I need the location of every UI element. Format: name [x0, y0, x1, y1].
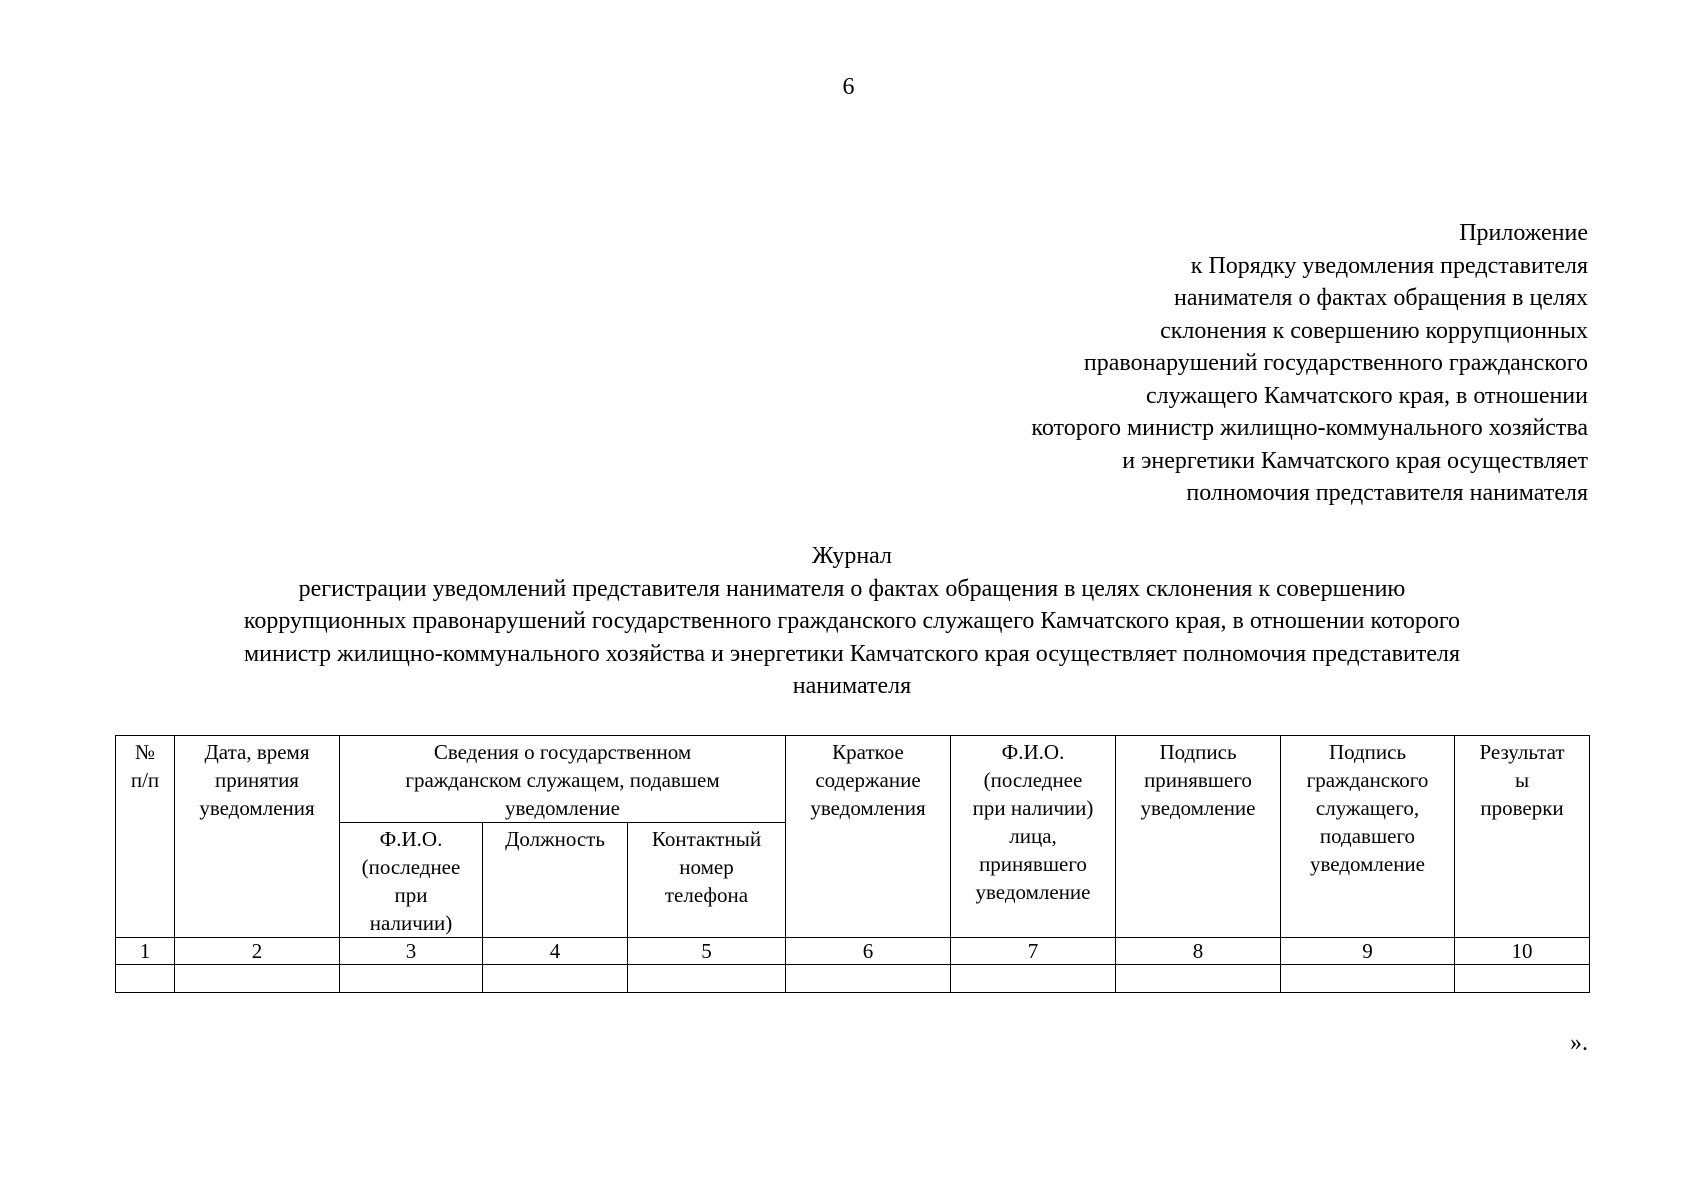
journal-subtitle-line: министр жилищно-коммунального хозяйства и энергетики Камчатского края осуществляет полномочия представителя: [243, 640, 1460, 667]
appendix-line: нанимателя о фактах обращения в целях: [1174, 285, 1588, 311]
header-cell-employee-name: Ф.И.О. (последнее при наличии): [340, 823, 483, 938]
header-cell-receiver-signature: Подпись принявшего уведомление: [1116, 736, 1281, 938]
column-number-cell: 1: [116, 938, 175, 965]
header-cell-results: Результат ы проверки: [1455, 736, 1590, 938]
empty-cell: [951, 965, 1116, 993]
header-cell-receiver-name: Ф.И.О. (последнее при наличии) лица, принявшего уведомление: [951, 736, 1116, 938]
header-cell-number: № п/п: [116, 736, 175, 938]
appendix-line: к Порядку уведомления представителя: [1190, 252, 1588, 279]
registration-table: [115, 735, 1590, 993]
empty-cell: [1116, 965, 1281, 993]
empty-cell: [786, 965, 951, 993]
header-cell-employee-signature: Подпись гражданского служащего, подавшего уведомление: [1281, 736, 1455, 938]
empty-cell: [175, 965, 340, 993]
column-number-cell: 8: [1116, 938, 1281, 965]
appendix-block: [768, 217, 1588, 510]
closing-quote: ».: [1570, 1030, 1588, 1056]
journal-heading: [114, 540, 1590, 703]
column-number-cell: 10: [1455, 938, 1590, 965]
journal-subtitle-line: регистрации уведомлений представителя нанимателя о фактах обращения в целях склонения к совершению: [298, 575, 1406, 602]
column-number-cell: 9: [1281, 938, 1455, 965]
appendix-line: которого министр жилищно-коммунального хозяйства: [1031, 415, 1588, 441]
appendix-line: склонения к совершению коррупционных: [1160, 317, 1588, 344]
journal-title: Журнал: [811, 543, 892, 569]
journal-subtitle-line: коррупционных правонарушений государственного гражданского служащего Камчатского края, в отношении которого: [243, 608, 1461, 634]
column-number-cell: 6: [786, 938, 951, 965]
journal-subtitle-line: нанимателя: [792, 673, 912, 699]
header-cell-position: Должность: [483, 823, 628, 938]
header-row: [116, 736, 1590, 823]
empty-cell: [1455, 965, 1590, 993]
column-number-cell: 7: [951, 938, 1116, 965]
column-number-row: [116, 938, 1590, 965]
appendix-line: служащего Камчатского края, в отношении: [1145, 382, 1588, 409]
column-number-cell: 5: [628, 938, 786, 965]
appendix-line: Приложение: [1459, 220, 1588, 246]
column-number-cell: 3: [340, 938, 483, 965]
empty-cell: [628, 965, 786, 993]
empty-cell: [1281, 965, 1455, 993]
header-cell-datetime: Дата, время принятия уведомления: [175, 736, 340, 938]
empty-cell: [340, 965, 483, 993]
empty-entry-row: [116, 965, 1590, 993]
appendix-line: правонарушений государственного гражданского: [1083, 350, 1588, 376]
appendix-line: полномочия представителя нанимателя: [1186, 480, 1588, 506]
column-number-cell: 4: [483, 938, 628, 965]
header-cell-summary: Краткое содержание уведомления: [786, 736, 951, 938]
page-number: 6: [842, 74, 855, 100]
column-number-cell: 2: [175, 938, 340, 965]
appendix-line: и энергетики Камчатского края осуществляет: [1122, 447, 1588, 474]
empty-cell: [483, 965, 628, 993]
empty-cell: [116, 965, 175, 993]
header-cell-employee-info: Сведения о государственном гражданском служащем, подавшем уведомление: [340, 736, 786, 823]
header-cell-phone: Контактный номер телефона: [628, 823, 786, 938]
